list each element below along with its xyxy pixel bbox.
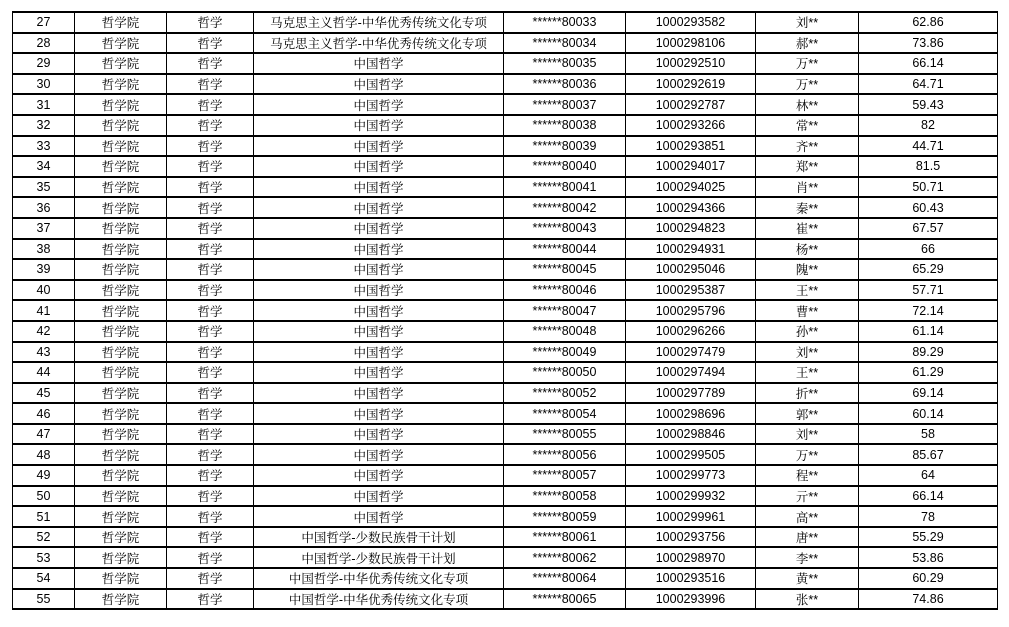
cell-student-id: 1000298846 <box>626 424 756 445</box>
cell-score: 55.29 <box>859 527 998 548</box>
cell-name: 黄** <box>756 568 859 589</box>
cell-score: 60.43 <box>859 197 998 218</box>
table-row <box>13 239 998 260</box>
cell-name: 杨** <box>756 239 859 260</box>
cell-row-no: 28 <box>13 33 75 54</box>
cell-name: 唐** <box>756 527 859 548</box>
cell-student-id: 1000299932 <box>626 486 756 507</box>
cell-row-no: 53 <box>13 547 75 568</box>
cell-masked-id: ******80033 <box>504 12 626 33</box>
cell-score: 85.67 <box>859 444 998 465</box>
cell-college: 哲学院 <box>75 239 167 260</box>
cell-program: 中国哲学 <box>254 74 504 95</box>
cell-major: 哲学 <box>167 486 254 507</box>
cell-college: 哲学院 <box>75 53 167 74</box>
cell-score: 44.71 <box>859 136 998 157</box>
cell-program: 中国哲学 <box>254 465 504 486</box>
cell-name: 亓** <box>756 486 859 507</box>
table-row <box>13 33 998 54</box>
cell-score: 60.14 <box>859 403 998 424</box>
cell-student-id: 1000293851 <box>626 136 756 157</box>
cell-student-id: 1000294823 <box>626 218 756 239</box>
cell-masked-id: ******80035 <box>504 53 626 74</box>
cell-college: 哲学院 <box>75 177 167 198</box>
cell-score: 66 <box>859 239 998 260</box>
table-row <box>13 53 998 74</box>
cell-row-no: 35 <box>13 177 75 198</box>
cell-program: 中国哲学 <box>254 403 504 424</box>
cell-row-no: 33 <box>13 136 75 157</box>
cell-student-id: 1000297494 <box>626 362 756 383</box>
cell-score: 81.5 <box>859 156 998 177</box>
cell-student-id: 1000295796 <box>626 300 756 321</box>
table-row <box>13 506 998 527</box>
cell-program: 中国哲学-中华优秀传统文化专项 <box>254 568 504 589</box>
cell-name: 郑** <box>756 156 859 177</box>
cell-program: 中国哲学 <box>254 94 504 115</box>
cell-major: 哲学 <box>167 177 254 198</box>
cell-row-no: 48 <box>13 444 75 465</box>
cell-masked-id: ******80059 <box>504 506 626 527</box>
cell-college: 哲学院 <box>75 156 167 177</box>
cell-program: 中国哲学 <box>254 280 504 301</box>
table-row <box>13 280 998 301</box>
cell-name: 常** <box>756 115 859 136</box>
cell-program: 马克思主义哲学-中华优秀传统文化专项 <box>254 33 504 54</box>
cell-program: 中国哲学-少数民族骨干计划 <box>254 527 504 548</box>
cell-masked-id: ******80061 <box>504 527 626 548</box>
cell-score: 61.14 <box>859 321 998 342</box>
cell-name: 肖** <box>756 177 859 198</box>
cell-college: 哲学院 <box>75 136 167 157</box>
cell-score: 60.29 <box>859 568 998 589</box>
cell-masked-id: ******80046 <box>504 280 626 301</box>
cell-score: 64 <box>859 465 998 486</box>
cell-row-no: 39 <box>13 259 75 280</box>
cell-college: 哲学院 <box>75 506 167 527</box>
cell-program: 中国哲学 <box>254 218 504 239</box>
cell-masked-id: ******80041 <box>504 177 626 198</box>
cell-college: 哲学院 <box>75 403 167 424</box>
cell-score: 50.71 <box>859 177 998 198</box>
cell-student-id: 1000293756 <box>626 527 756 548</box>
cell-row-no: 32 <box>13 115 75 136</box>
cell-program: 中国哲学 <box>254 486 504 507</box>
cell-student-id: 1000294931 <box>626 239 756 260</box>
cell-major: 哲学 <box>167 547 254 568</box>
cell-score: 64.71 <box>859 74 998 95</box>
cell-college: 哲学院 <box>75 342 167 363</box>
cell-score: 74.86 <box>859 589 998 610</box>
cell-student-id: 1000293266 <box>626 115 756 136</box>
cell-name: 张** <box>756 589 859 610</box>
table-row <box>13 156 998 177</box>
cell-score: 62.86 <box>859 12 998 33</box>
table-row <box>13 444 998 465</box>
cell-name: 万** <box>756 444 859 465</box>
cell-student-id: 1000298106 <box>626 33 756 54</box>
cell-name: 高** <box>756 506 859 527</box>
cell-masked-id: ******80050 <box>504 362 626 383</box>
cell-score: 78 <box>859 506 998 527</box>
cell-student-id: 1000299961 <box>626 506 756 527</box>
table-row <box>13 424 998 445</box>
admission-score-table <box>12 11 998 610</box>
cell-program: 中国哲学 <box>254 362 504 383</box>
table-row <box>13 177 998 198</box>
cell-row-no: 54 <box>13 568 75 589</box>
cell-college: 哲学院 <box>75 197 167 218</box>
cell-major: 哲学 <box>167 259 254 280</box>
cell-row-no: 47 <box>13 424 75 445</box>
cell-college: 哲学院 <box>75 33 167 54</box>
cell-row-no: 43 <box>13 342 75 363</box>
cell-major: 哲学 <box>167 94 254 115</box>
cell-row-no: 31 <box>13 94 75 115</box>
cell-name: 郭** <box>756 403 859 424</box>
cell-major: 哲学 <box>167 74 254 95</box>
cell-student-id: 1000292510 <box>626 53 756 74</box>
cell-name: 程** <box>756 465 859 486</box>
cell-major: 哲学 <box>167 300 254 321</box>
table-row <box>13 115 998 136</box>
cell-row-no: 40 <box>13 280 75 301</box>
cell-college: 哲学院 <box>75 94 167 115</box>
cell-program: 中国哲学 <box>254 342 504 363</box>
cell-major: 哲学 <box>167 239 254 260</box>
cell-masked-id: ******80052 <box>504 383 626 404</box>
cell-score: 72.14 <box>859 300 998 321</box>
cell-row-no: 46 <box>13 403 75 424</box>
cell-masked-id: ******80045 <box>504 259 626 280</box>
table-row <box>13 218 998 239</box>
cell-student-id: 1000294025 <box>626 177 756 198</box>
cell-program: 中国哲学 <box>254 506 504 527</box>
cell-student-id: 1000297789 <box>626 383 756 404</box>
cell-masked-id: ******80044 <box>504 239 626 260</box>
cell-name: 万** <box>756 53 859 74</box>
table-row <box>13 94 998 115</box>
cell-masked-id: ******80054 <box>504 403 626 424</box>
cell-program: 中国哲学 <box>254 156 504 177</box>
table-row <box>13 197 998 218</box>
cell-name: 折** <box>756 383 859 404</box>
table-row <box>13 383 998 404</box>
cell-row-no: 44 <box>13 362 75 383</box>
table-row <box>13 136 998 157</box>
cell-score: 66.14 <box>859 53 998 74</box>
table-row <box>13 568 998 589</box>
cell-score: 89.29 <box>859 342 998 363</box>
cell-college: 哲学院 <box>75 465 167 486</box>
cell-name: 林** <box>756 94 859 115</box>
cell-score: 66.14 <box>859 486 998 507</box>
cell-score: 73.86 <box>859 33 998 54</box>
cell-student-id: 1000298970 <box>626 547 756 568</box>
cell-masked-id: ******80037 <box>504 94 626 115</box>
table-row <box>13 486 998 507</box>
cell-major: 哲学 <box>167 33 254 54</box>
cell-major: 哲学 <box>167 527 254 548</box>
cell-student-id: 1000298696 <box>626 403 756 424</box>
cell-masked-id: ******80062 <box>504 547 626 568</box>
cell-program: 中国哲学 <box>254 259 504 280</box>
cell-student-id: 1000293996 <box>626 589 756 610</box>
cell-name: 孙** <box>756 321 859 342</box>
cell-major: 哲学 <box>167 444 254 465</box>
table-row <box>13 527 998 548</box>
cell-college: 哲学院 <box>75 259 167 280</box>
cell-masked-id: ******80058 <box>504 486 626 507</box>
cell-program: 中国哲学 <box>254 239 504 260</box>
cell-masked-id: ******80039 <box>504 136 626 157</box>
cell-name: 隗** <box>756 259 859 280</box>
cell-program: 中国哲学 <box>254 383 504 404</box>
cell-student-id: 1000299505 <box>626 444 756 465</box>
cell-major: 哲学 <box>167 342 254 363</box>
cell-masked-id: ******80049 <box>504 342 626 363</box>
table-row <box>13 300 998 321</box>
cell-college: 哲学院 <box>75 218 167 239</box>
cell-major: 哲学 <box>167 156 254 177</box>
cell-name: 曹** <box>756 300 859 321</box>
cell-major: 哲学 <box>167 465 254 486</box>
cell-score: 57.71 <box>859 280 998 301</box>
table-row <box>13 403 998 424</box>
cell-program: 中国哲学 <box>254 197 504 218</box>
cell-program: 中国哲学 <box>254 53 504 74</box>
cell-college: 哲学院 <box>75 300 167 321</box>
cell-college: 哲学院 <box>75 527 167 548</box>
cell-major: 哲学 <box>167 136 254 157</box>
cell-student-id: 1000295046 <box>626 259 756 280</box>
cell-major: 哲学 <box>167 424 254 445</box>
cell-college: 哲学院 <box>75 383 167 404</box>
cell-program: 中国哲学-少数民族骨干计划 <box>254 547 504 568</box>
cell-student-id: 1000293582 <box>626 12 756 33</box>
cell-row-no: 36 <box>13 197 75 218</box>
cell-major: 哲学 <box>167 383 254 404</box>
cell-college: 哲学院 <box>75 115 167 136</box>
cell-student-id: 1000292787 <box>626 94 756 115</box>
table-row <box>13 465 998 486</box>
cell-college: 哲学院 <box>75 486 167 507</box>
cell-score: 82 <box>859 115 998 136</box>
cell-student-id: 1000295387 <box>626 280 756 301</box>
cell-program: 中国哲学 <box>254 321 504 342</box>
cell-program: 中国哲学-中华优秀传统文化专项 <box>254 589 504 610</box>
cell-name: 郝** <box>756 33 859 54</box>
cell-name: 万** <box>756 74 859 95</box>
table-row <box>13 74 998 95</box>
table-row <box>13 547 998 568</box>
cell-row-no: 30 <box>13 74 75 95</box>
cell-row-no: 34 <box>13 156 75 177</box>
cell-major: 哲学 <box>167 506 254 527</box>
cell-name: 秦** <box>756 197 859 218</box>
cell-row-no: 42 <box>13 321 75 342</box>
cell-row-no: 45 <box>13 383 75 404</box>
cell-program: 中国哲学 <box>254 300 504 321</box>
cell-program: 中国哲学 <box>254 115 504 136</box>
cell-row-no: 51 <box>13 506 75 527</box>
table-row <box>13 589 998 610</box>
cell-major: 哲学 <box>167 589 254 610</box>
cell-college: 哲学院 <box>75 280 167 301</box>
cell-masked-id: ******80048 <box>504 321 626 342</box>
cell-name: 刘** <box>756 424 859 445</box>
cell-masked-id: ******80040 <box>504 156 626 177</box>
cell-name: 刘** <box>756 12 859 33</box>
cell-score: 65.29 <box>859 259 998 280</box>
table-row <box>13 259 998 280</box>
table-row <box>13 321 998 342</box>
cell-name: 李** <box>756 547 859 568</box>
cell-masked-id: ******80057 <box>504 465 626 486</box>
cell-major: 哲学 <box>167 362 254 383</box>
cell-student-id: 1000299773 <box>626 465 756 486</box>
cell-masked-id: ******80036 <box>504 74 626 95</box>
cell-student-id: 1000292619 <box>626 74 756 95</box>
table-row <box>13 342 998 363</box>
cell-program: 中国哲学 <box>254 444 504 465</box>
cell-masked-id: ******80064 <box>504 568 626 589</box>
cell-major: 哲学 <box>167 12 254 33</box>
cell-score: 59.43 <box>859 94 998 115</box>
cell-row-no: 37 <box>13 218 75 239</box>
cell-major: 哲学 <box>167 115 254 136</box>
cell-row-no: 52 <box>13 527 75 548</box>
cell-college: 哲学院 <box>75 362 167 383</box>
cell-college: 哲学院 <box>75 321 167 342</box>
cell-masked-id: ******80047 <box>504 300 626 321</box>
table-row <box>13 362 998 383</box>
cell-masked-id: ******80065 <box>504 589 626 610</box>
cell-row-no: 55 <box>13 589 75 610</box>
cell-name: 齐** <box>756 136 859 157</box>
cell-masked-id: ******80056 <box>504 444 626 465</box>
cell-score: 58 <box>859 424 998 445</box>
cell-major: 哲学 <box>167 403 254 424</box>
cell-major: 哲学 <box>167 197 254 218</box>
cell-name: 王** <box>756 362 859 383</box>
cell-row-no: 29 <box>13 53 75 74</box>
cell-score: 69.14 <box>859 383 998 404</box>
cell-name: 王** <box>756 280 859 301</box>
cell-name: 崔** <box>756 218 859 239</box>
cell-score: 61.29 <box>859 362 998 383</box>
cell-program: 中国哲学 <box>254 177 504 198</box>
cell-score: 67.57 <box>859 218 998 239</box>
cell-college: 哲学院 <box>75 568 167 589</box>
table-row <box>13 12 998 33</box>
cell-row-no: 41 <box>13 300 75 321</box>
cell-major: 哲学 <box>167 280 254 301</box>
cell-masked-id: ******80043 <box>504 218 626 239</box>
cell-college: 哲学院 <box>75 589 167 610</box>
cell-row-no: 50 <box>13 486 75 507</box>
cell-masked-id: ******80038 <box>504 115 626 136</box>
cell-college: 哲学院 <box>75 74 167 95</box>
cell-program: 中国哲学 <box>254 136 504 157</box>
cell-row-no: 27 <box>13 12 75 33</box>
table-body <box>13 12 998 609</box>
cell-masked-id: ******80055 <box>504 424 626 445</box>
cell-major: 哲学 <box>167 568 254 589</box>
cell-program: 马克思主义哲学-中华优秀传统文化专项 <box>254 12 504 33</box>
cell-masked-id: ******80034 <box>504 33 626 54</box>
cell-major: 哲学 <box>167 321 254 342</box>
cell-major: 哲学 <box>167 218 254 239</box>
cell-student-id: 1000294366 <box>626 197 756 218</box>
cell-student-id: 1000294017 <box>626 156 756 177</box>
cell-masked-id: ******80042 <box>504 197 626 218</box>
cell-score: 53.86 <box>859 547 998 568</box>
cell-row-no: 49 <box>13 465 75 486</box>
cell-college: 哲学院 <box>75 547 167 568</box>
cell-program: 中国哲学 <box>254 424 504 445</box>
cell-college: 哲学院 <box>75 424 167 445</box>
cell-college: 哲学院 <box>75 12 167 33</box>
cell-college: 哲学院 <box>75 444 167 465</box>
cell-student-id: 1000293516 <box>626 568 756 589</box>
cell-student-id: 1000297479 <box>626 342 756 363</box>
cell-student-id: 1000296266 <box>626 321 756 342</box>
cell-major: 哲学 <box>167 53 254 74</box>
cell-row-no: 38 <box>13 239 75 260</box>
cell-name: 刘** <box>756 342 859 363</box>
